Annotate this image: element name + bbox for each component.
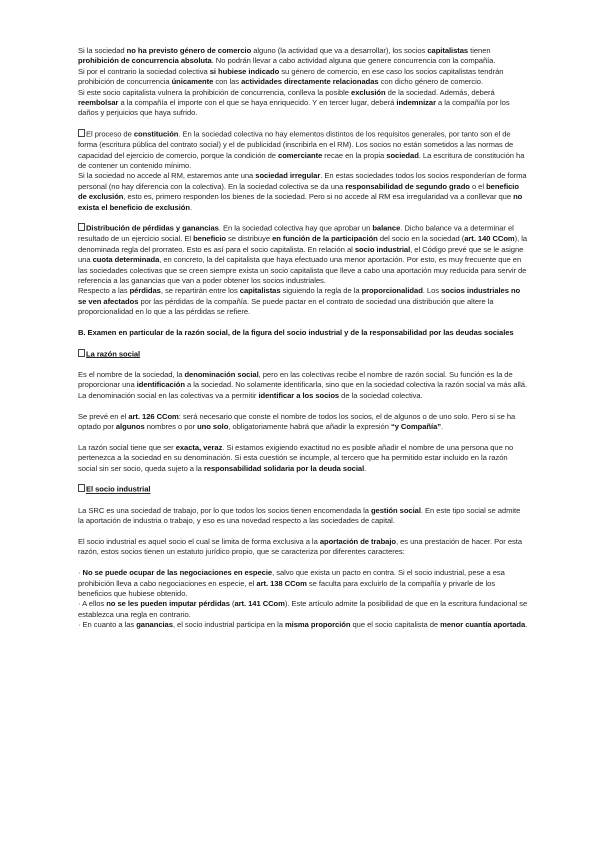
bold-text: capitalistas — [239, 286, 281, 296]
text-run: se distribuye — [225, 234, 273, 244]
text-run: . Dicho balance va a determinar el resultado de un ejercicio social. El — [78, 223, 514, 244]
text-run: · — [78, 568, 83, 578]
text-run: . La escritura de constitución ha de contener un contenido mínimo. — [78, 150, 525, 170]
bold-text: identificar a los socios — [258, 390, 340, 400]
paragraph — [78, 412, 528, 433]
text-run: o el — [469, 181, 487, 191]
text-run: · A ellos — [78, 599, 107, 609]
bold-text: art. 126 CCom — [128, 411, 179, 421]
paragraph — [78, 349, 528, 360]
text-run: , salvo que exista un pacto en contra. Si el socio industrial, pese a esa prohibición lleva a cabo negociaciones en especie, el — [78, 568, 505, 588]
text-run: se faculta para excluirlo de la compañía y privarle de los beneficios que hubiese obtenido. — [78, 578, 496, 598]
paragraph — [78, 286, 528, 317]
text-run: . — [364, 463, 367, 473]
paragraph-gap — [78, 474, 528, 484]
text-run: , obligatoriamente habrá que añadir la expresión — [228, 422, 391, 432]
text-run: que el socio capitalista de — [350, 620, 441, 630]
paragraph — [78, 171, 528, 213]
bold-text: art. 138 CCom — [256, 578, 307, 588]
text-run: . En este tipo social se admite la aportación de industria o trabajo, y eso es una novedad respecto a las sociedades de capital. — [78, 505, 521, 526]
paragraph — [78, 568, 528, 599]
checkbox-bullet-icon — [78, 484, 85, 492]
paragraph — [78, 620, 528, 630]
bold-text: La razón social — [86, 349, 141, 359]
text-run: alguno (la actividad que va a desarrollar), los socios — [251, 46, 428, 55]
bold-text: “y Compañía” — [390, 422, 441, 432]
text-run: , es una prestación de hacer. Por esta razón, estos socios tienen un estatuto jurídico propio, que se caracteriza por diferentes caracteres: — [78, 536, 522, 557]
bold-text: exclusión — [351, 87, 386, 97]
bold-text: El socio industrial — [86, 484, 151, 494]
text-run: del socio en la sociedad ( — [377, 234, 465, 244]
text-run: con dicho género de comercio. — [378, 77, 484, 87]
paragraph-gap — [78, 213, 528, 223]
bold-text: gestión social — [370, 505, 421, 515]
text-run: , pero en las colectivas recibe el nombre de razón social. Su función es la de proporcionar una — [78, 370, 513, 390]
text-run: . Los — [422, 286, 442, 296]
text-run: . En estas sociedades todos los socios responderían de forma personal (no hay diferencia con la colectiva). En la sociedad colectiva se da una — [78, 171, 527, 191]
document-body — [78, 46, 528, 631]
paragraph — [78, 129, 528, 171]
text-run: , el Código prevé que se le asigne una — [78, 244, 524, 265]
bold-text: cuota determinada — [92, 255, 160, 265]
bold-text: No se puede ocupar de las negociaciones en especie — [82, 568, 273, 578]
paragraph — [78, 484, 528, 495]
bold-text: B. Examen en particular de la razón social, de la figura del socio industrial y de la responsabilidad por las deudas sociales — [78, 327, 514, 337]
paragraph — [78, 328, 528, 338]
checkbox-bullet-icon — [78, 223, 85, 231]
bold-text: uno solo — [197, 422, 229, 432]
bold-text: beneficio — [193, 234, 226, 244]
bold-text: sociedad — [386, 150, 419, 160]
bold-text: menor cuantía aportada — [440, 620, 526, 630]
paragraph — [78, 443, 528, 474]
text-run: . En la sociedad colectiva no hay elementos distintos de los requisitos generales, por tanto son el de forma (escritura pública del contrato social) y el de publicidad (inscribirla en el RM). Los socios no están sometidos a las normas de capacidad del ejercicio de comercio, porque la condición de — [78, 129, 514, 160]
bold-text: responsabilidad solidaria por la deuda social — [203, 463, 365, 473]
text-run: Se prevé en el — [78, 411, 129, 421]
bold-text: únicamente — [171, 77, 214, 87]
bold-text: constitución — [133, 129, 179, 139]
text-run: su género de comercio, en ese caso los socios capitalistas tendrán prohibición de concurrencia — [78, 66, 504, 87]
text-run: ), la denominada regla del prorrateo. Esto es así para el socio capitalista. En relación al — [78, 234, 528, 254]
bold-text: comerciante — [278, 150, 323, 160]
bold-text: socios industriales no se ven afectados — [78, 286, 521, 306]
paragraph-gap — [78, 432, 528, 442]
bold-text: aportación de trabajo — [319, 536, 396, 546]
text-run: El socio industrial es aquel socio el cual se limita de forma exclusiva a la — [78, 536, 320, 546]
bold-text: pérdidas — [129, 286, 161, 296]
bold-text: exacta, veraz — [175, 442, 223, 452]
bold-text: no se les pueden imputar pérdidas — [106, 599, 230, 609]
text-run: Respecto a las — [78, 286, 130, 296]
text-run: La razón social tiene que ser — [78, 442, 176, 452]
paragraph — [78, 599, 528, 620]
text-run: recae en la propia — [322, 150, 387, 160]
bold-text: no exista el beneficio de exclusión — [78, 192, 523, 212]
text-run: . — [189, 202, 192, 212]
text-run: El proceso de — [86, 129, 134, 139]
text-run: Si la sociedad no accede al RM, estaremos ante una — [78, 171, 256, 181]
bold-text: socio industrial — [354, 244, 411, 254]
bold-text: Distribución de pérdidas y ganancias — [86, 223, 219, 233]
paragraph-gap — [78, 360, 528, 370]
paragraph — [78, 46, 528, 67]
text-run: tienen — [468, 46, 491, 55]
bold-text: art. 140 CCom — [464, 234, 515, 244]
bold-text: balance — [372, 223, 401, 233]
text-run: a la compañía por los daños y perjuicios que haya sufrido. — [78, 98, 510, 118]
checkbox-bullet-icon — [78, 129, 85, 137]
bold-text: art. 141 CCom — [234, 599, 285, 609]
paragraph-gap — [78, 318, 528, 328]
bold-text: prohibición de concurrencia absoluta — [78, 56, 212, 66]
text-run: a la sociedad. No solamente identificarla, sino que en la sociedad colectiva la razón social va más allá. La denominación social en las colectivas va a permitir — [78, 380, 528, 400]
text-run: · En cuanto a las — [78, 620, 137, 630]
paragraph-gap — [78, 558, 528, 568]
text-run: : será necesario que conste el nombre de todos los socios, el de algunos o de uno solo. Pero si se ha optado por — [78, 411, 516, 432]
bold-text: indemnizar — [396, 98, 436, 108]
text-run: , se repartirán entre los — [160, 286, 240, 296]
bold-text: no ha previsto género de comercio — [126, 46, 252, 55]
text-run: . No podrán llevar a cabo actividad alguna que genere concurrencia con la compañía. — [211, 56, 496, 66]
paragraph — [78, 67, 528, 88]
text-run: de la sociedad. Además, deberá — [385, 87, 495, 97]
bold-text: ganancias — [136, 620, 173, 630]
text-run: de la sociedad colectiva. — [339, 390, 423, 400]
text-run: , esto es, primero responden los bienes de la sociedad. Pero si no accede al RM esa irregularidad va a conllevar que — [123, 192, 514, 202]
bold-text: en función de la participación — [272, 234, 378, 244]
text-run: Si la sociedad — [78, 46, 127, 55]
text-run: , en concreto, la del capitalista que haya efectuado una menor aportación. Por esto, es muy frecuente que en las sociedades colectivas que se creen siempre exista un socio capitalista que lleve a cabo una aportación muy reducida para servir de referencia a las ganancias que van a poder obtener los socios industriales. — [78, 255, 527, 285]
text-run: , el socio industrial participa en la — [172, 620, 285, 630]
bold-text: actividades directamente relacionadas — [241, 77, 379, 87]
paragraph-gap — [78, 495, 528, 505]
text-run: Si este socio capitalista vulnera la prohibición de concurrencia, conlleva la posible — [78, 87, 352, 97]
checkbox-bullet-icon — [78, 349, 85, 357]
text-run: nombres o por — [144, 422, 198, 432]
bold-text: misma proporción — [284, 620, 351, 630]
paragraph-gap — [78, 401, 528, 411]
bold-text: sociedad irregular — [255, 171, 321, 181]
text-run: siguiendo la regla de la — [280, 286, 362, 296]
bold-text: si hubiese indicado — [209, 66, 280, 76]
text-run: Es el nombre de la sociedad, la — [78, 370, 185, 380]
text-run: ( — [229, 599, 235, 609]
text-run: . Si estamos exigiendo exactitud no es posible añadir el nombre de una persona que no pertenezca a la sociedad en su denominación. Si esta cuestión se incumple, al tercero que ha permitido estar incluido en la razón social sin ser socio, queda sujeto a la — [78, 442, 514, 473]
text-run: . — [525, 620, 528, 630]
text-run: con las — [213, 77, 242, 87]
text-run: por las pérdidas de la compañía. Se puede pactar en el contrato de sociedad una distribución que altere la proporcionalidad en lo que a las pérdidas se refiere. — [78, 296, 494, 317]
bold-text: beneficio de exclusión — [78, 181, 519, 202]
bold-text: reembolsar — [78, 98, 119, 108]
paragraph — [78, 506, 528, 527]
text-run: Si por el contrario la sociedad colectiva — [78, 66, 210, 76]
text-run: a la compañía el importe con el que se haya enriquecido. Y en tercer lugar, deberá — [118, 98, 397, 108]
bold-text: responsabilidad de segundo grado — [345, 181, 470, 191]
paragraph-gap — [78, 527, 528, 537]
text-run: ). Este artículo admite la posibilidad de que en la escritura fundacional se establezca una regla en contrario. — [78, 599, 528, 619]
bold-text: identificación — [136, 380, 185, 390]
paragraph-gap — [78, 119, 528, 129]
bold-text: algunos — [115, 422, 145, 432]
paragraph — [78, 537, 528, 558]
paragraph — [78, 223, 528, 286]
text-run: . En la sociedad colectiva hay que aprobar un — [218, 223, 373, 233]
paragraph — [78, 370, 528, 401]
text-run: . — [441, 422, 444, 432]
underlined-heading — [86, 485, 150, 494]
bold-text: proporcionalidad — [361, 286, 423, 296]
paragraph — [78, 88, 528, 119]
bold-text: denominación social — [184, 370, 259, 380]
paragraph-gap — [78, 338, 528, 348]
underlined-heading — [86, 349, 140, 358]
text-run: La SRC es una sociedad de trabajo, por lo que todos los socios tienen encomendada la — [78, 505, 371, 515]
bold-text: capitalistas — [427, 46, 469, 55]
